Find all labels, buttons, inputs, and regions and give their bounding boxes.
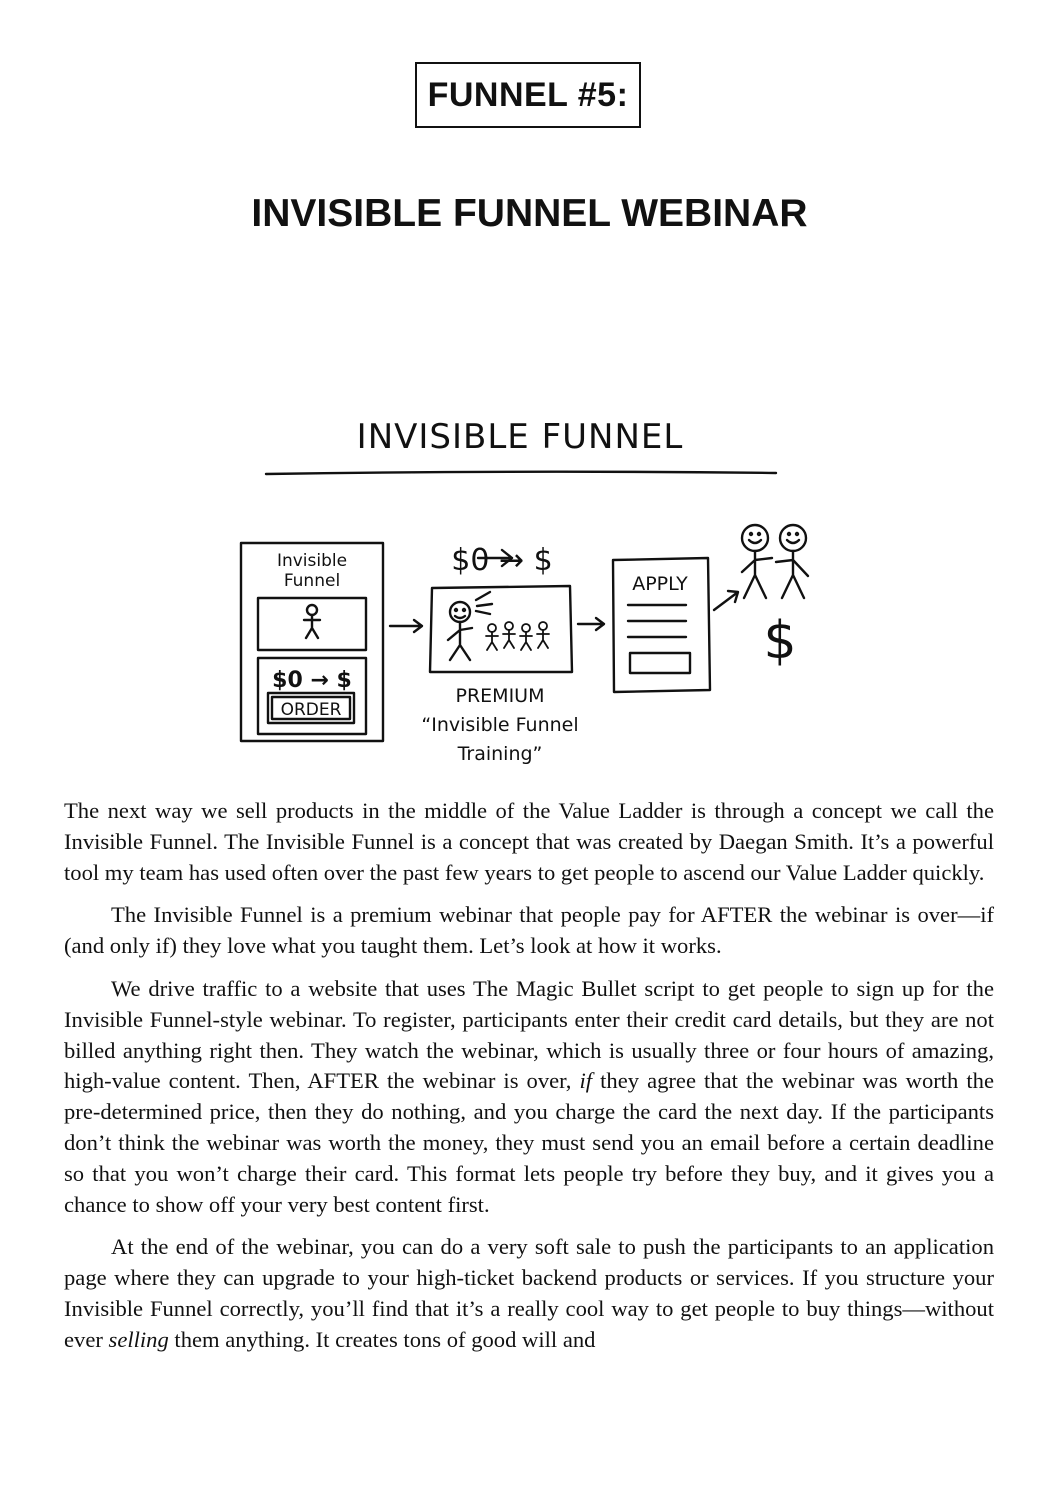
paragraph-4-part-2: them anything. It creates tons of good will and [168,1326,596,1352]
training-label-line-2: Training” [457,743,543,765]
page-box-title-line-2: Funnel [283,571,341,591]
form-lines [628,605,686,637]
paragraph-1: The next way we sell products in the middle of the Value Ladder is through a concept we call the Invisible Funnel. The Invisible Funnel is a concept that was created by Daegan Smith. It’s a powerful tool my team has used often over the past few years to get people to ascend our Value Ladder quickly. [64,798,994,885]
arrow-to-customers [714,591,738,610]
audience-icon [486,622,549,650]
chapter-label: FUNNEL #5: [427,75,629,114]
body-text [64,796,994,1368]
paragraph-4-emphasis: selling [108,1326,169,1352]
paragraph-3-emphasis: if [579,1068,593,1094]
premium-label: PREMIUM [455,685,545,707]
paragraph-3-part-1: We drive traffic to a website that uses The Magic Bullet script to get people to sign up for the Invisible Funnel-style webinar. To register, participants enter their credit card details, but they are not billed anything right then. They watch the webinar, which is usually three or four hours of amazing, high-value content. Then, AFTER the webinar is over, [64,975,994,1094]
paragraph-4-part-1: At the end of the webinar, you can do a very soft sale to push the participants to an application page where they can upgrade to your high-ticket backend products or services. If you structure your Invisible Funnel correctly, you’ll find that it’s a really cool way to get people to buy things—without ever [64,1234,994,1352]
arrow-to-apply [578,618,604,630]
happy-customers-icon [742,525,808,598]
chapter-title: INVISIBLE FUNNEL WEBINAR [251,192,808,235]
top-price-change: $0 → $ [451,543,553,578]
heading-underline [266,472,776,474]
paragraph-4 [64,1232,994,1355]
arrow-to-webinar [390,620,422,632]
chapter-label-box [415,62,641,128]
apply-label: APPLY [632,573,688,595]
paragraph-3 [64,974,994,1220]
form-submit-box [630,653,690,673]
invisible-funnel-diagram [220,400,840,780]
diagram-svg [220,400,840,780]
training-label-line-1: “Invisible Funnel [421,714,579,736]
order-button-label: ORDER [280,700,342,720]
presenter-small-icon [304,605,320,638]
page-box-title-line-1: Invisible [276,551,348,571]
presenter-icon [448,592,492,660]
revenue-dollar-icon: $ [763,611,797,671]
diagram-heading: INVISIBLE FUNNEL [356,417,684,457]
paragraph-3-part-2: they agree that the webinar was worth the pre-determined price, then they do nothing, and you charge the card the next day. If the participants don’t think the webinar was worth the money, they must send you an email before a certain deadline so that you won’t charge their card. This format lets people try before they buy, and it gives you a chance to show off your very best content first. [64,1068,994,1217]
paragraph-2: The Invisible Funnel is a premium webinar that people pay for AFTER the webinar is over—if (and only if) they love what you taught them. Let’s look at how it works. [64,902,994,959]
page-box-price-change: $0 → $ [272,668,352,693]
